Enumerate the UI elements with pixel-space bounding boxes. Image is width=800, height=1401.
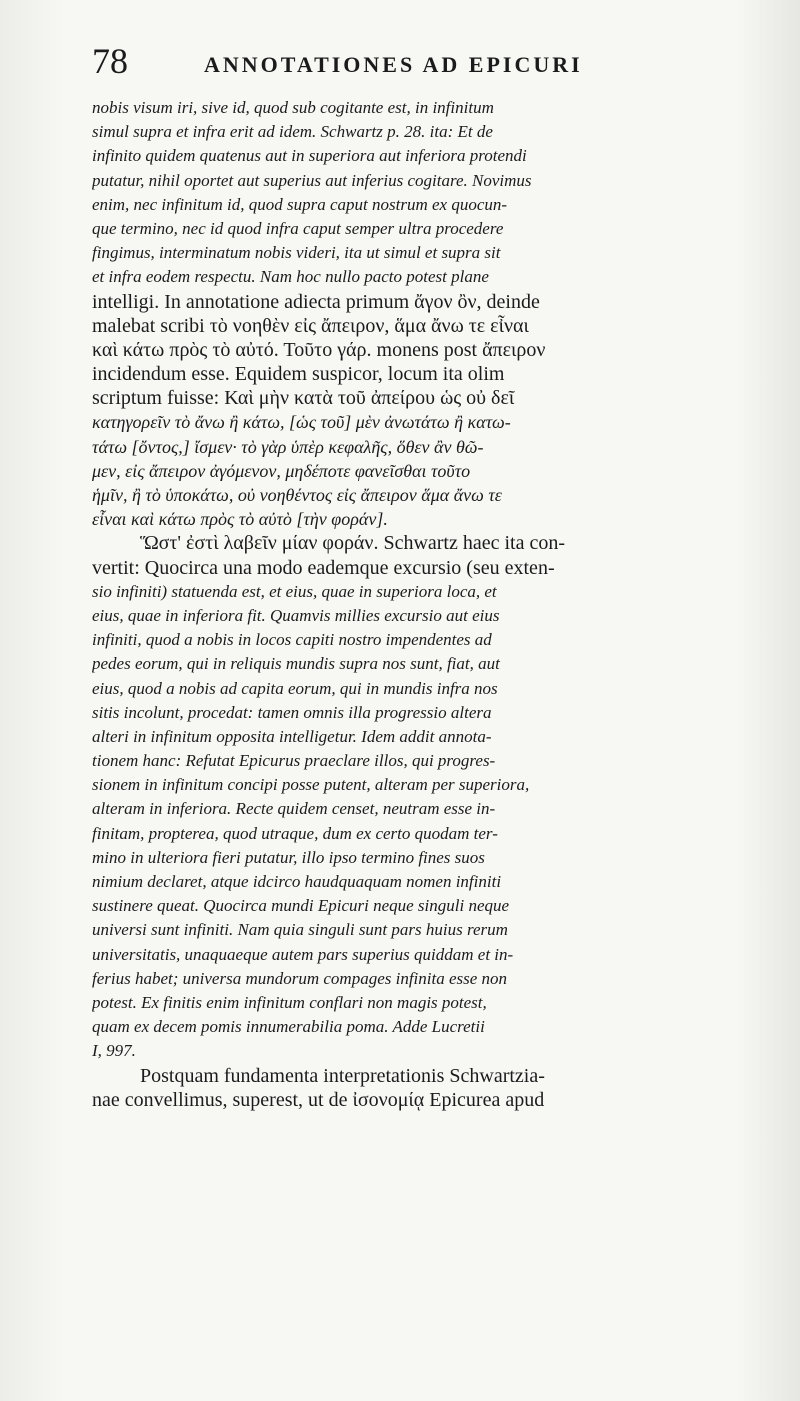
text-line: eius, quae in inferiora fit. Quamvis millies excursio aut eius [92, 605, 500, 625]
text-line: vertit: Quocirca una modo eademque excursio (seu exten- [92, 556, 555, 579]
text-line: enim, nec infinitum id, quod supra caput nostrum ex quocun- [92, 194, 508, 214]
text-line: εἶναι καὶ κάτω πρὸς τὸ αὐτὸ [τὴν φοράν]. [92, 509, 388, 530]
text-line: μεν, εἰς ἄπειρον ἀγόμενον, μηδέποτε φανεῖσθαι τοῦτο [92, 460, 471, 481]
text-line: κατηγορεῖν τὸ ἄνω ἢ κάτω, [ὡς τοῦ] μὲν ἀνωτάτω ἢ κατω- [92, 412, 511, 433]
text-line: alteri in infinitum opposita intelligetur. Idem addit annota- [92, 726, 492, 746]
text-line: nimium declaret, atque idcirco haudquaquam nomen infiniti [92, 872, 502, 891]
text-line: sio infiniti) statuenda est, et eius, quae in superiora loca, et [92, 581, 497, 601]
text-line: τάτω [ὄντος,] ἴσμεν· τὸ γὰρ ὑπὲρ κεφαλῆς, ὅθεν ἂν θῶ- [92, 436, 484, 457]
page-header [92, 40, 702, 92]
running-head: ANNOTATIONES AD EPICURI [204, 52, 583, 77]
text-line: Ὥστ' ἐστὶ λαβεῖν μίαν φοράν. Schwartz haec ita con- [140, 532, 566, 555]
text-line: I, 997. [92, 1041, 136, 1061]
text-line: pedes eorum, qui in reliquis mundis supra nos sunt, fiat, aut [92, 654, 500, 674]
text-line: alteram in inferiora. Recte quidem censet, neutram esse in- [92, 799, 496, 819]
text-line: malebat scribi τὸ νοηθὲν εἰς ἄπειρον, ἅμα ἄνω τε εἶναι [92, 314, 529, 337]
text-line: ferius habet; universa mundorum compages infinita esse non [92, 968, 508, 988]
text-line: Postquam fundamenta interpretationis Schwartzia- [140, 1064, 545, 1087]
text-line: sionem in infinitum concipi posse putent, alteram per superiora, [92, 775, 530, 795]
text-line: sitis incolunt, procedat: tamen omnis illa progressio altera [92, 702, 492, 722]
text-line: putatur, nihil oportet aut superius aut inferius cogitare. Novimus [92, 170, 532, 190]
text-line: nae convellimus, superest, ut de ἰσονομίᾳ Epicurea apud [92, 1088, 545, 1111]
text-line: intelligi. In annotatione adiecta primum ἄγον ὂν, deinde [92, 290, 540, 313]
body-text [92, 96, 768, 1112]
text-line: que termino, nec id quod infra caput semper ultra procedere [92, 218, 504, 238]
text-line: fingimus, interminatum nobis videri, ita ut simul et supra sit [92, 243, 501, 263]
text-line: universitatis, unaquaeque autem pars superius quiddam et in- [92, 944, 514, 964]
text-line: ἡμῖν, ἢ τὸ ὑποκάτω, οὐ νοηθέντος εἰς ἄπειρον ἅμα ἄνω τε [92, 485, 502, 505]
text-line: infinito quidem quatenus aut in superiora aut inferiora protendi [92, 146, 527, 166]
text-line: finitam, propterea, quod utraque, dum ex certo quodam ter- [92, 823, 498, 843]
text-line: sustinere queat. Quocirca mundi Epicuri neque singuli neque [92, 896, 510, 916]
text-line: et infra eodem respectu. Nam hoc nullo pacto potest plane [92, 267, 489, 287]
text-line: universi sunt infiniti. Nam quia singuli sunt pars huius rerum [92, 920, 508, 940]
text-line: scriptum fuisse: Καὶ μὴν κατὰ τοῦ ἀπείρου ὡς οὐ δεῖ [92, 387, 515, 410]
text-line: infiniti, quod a nobis in locos capiti nostro impendentes ad [92, 630, 492, 650]
text-line: potest. Ex finitis enim infinitum conflari non magis potest, [92, 992, 487, 1012]
text-line: mino in ulteriora fieri putatur, illo ipso termino fines suos [92, 847, 485, 867]
text-line: tionem hanc: Refutat Epicurus praeclare illos, qui progres- [92, 751, 496, 771]
text-line: quam ex decem pomis innumerabilia poma. Adde Lucretii [92, 1017, 485, 1037]
text-line: nobis visum iri, sive id, quod sub cogitante est, in infinitum [92, 98, 494, 117]
text-line: simul supra et infra erit ad idem. Schwartz p. 28. ita: Et de [92, 122, 493, 142]
text-line: incidendum esse. Equidem suspicor, locum ita olim [92, 363, 505, 386]
page-number: 78 [92, 41, 128, 81]
text-line: eius, quod a nobis ad capita eorum, qui in mundis infra nos [92, 678, 498, 698]
text-line: καὶ κάτω πρὸς τὸ αὐτό. Τοῦτο γάρ. monens post ἄπειρον [92, 338, 546, 361]
